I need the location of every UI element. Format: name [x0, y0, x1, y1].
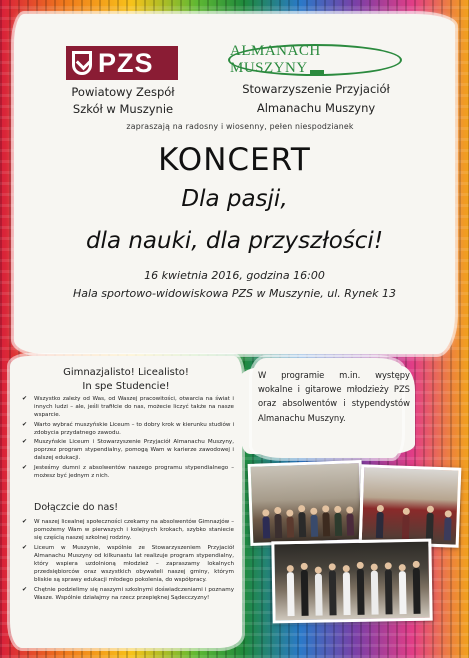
almanach-logo-text: ALMANACH MUSZYNY: [230, 43, 321, 76]
students-heading-line1: Gimnazjalisto! Licealisto!: [63, 367, 189, 378]
photo-figure: [322, 512, 330, 536]
students-bullet-list: [22, 395, 234, 481]
list-item: ✔ Liceum w Muszynie, wspólnie ze Stowarzyszeniem Przyjaciół Almanachu Muszyny od kilkunastu lat realizuje program stypendialny, który wspiera uzdolnioną młodzież – zapraszamy lokalnych przedsiębiorców oraz wszystkich obywateli naszej gminy, którym bliskie są sprawy edukacji młodego pokolenia, do współpracy.: [22, 543, 234, 584]
photo-figure: [343, 572, 351, 615]
event-venue: Hala sportowo-widowiskowa PZS w Muszynie, ul. Rynek 13: [72, 287, 397, 300]
list-item: ✔ Warto wybrać muszyńskie Liceum – to dobry krok w kierunku studiów i zdobycia przydatnego zawodu.: [22, 420, 234, 436]
check-icon: ✔: [22, 518, 28, 525]
organizer-pzs-line1: Powiatowy Zespół: [71, 85, 175, 99]
photo-figure: [287, 572, 295, 616]
list-item: ✔ Chętnie podzielimy się naszymi szkolnymi doświadczeniami i poznamy Wasze. Wspólnie działajmy na rzecz przepięknej Sądecczyzny!: [22, 585, 234, 601]
pzs-logo-text: PZS: [98, 47, 154, 78]
photo-figure: [334, 513, 342, 536]
check-icon: ✔: [22, 395, 28, 402]
pzs-shield-icon: [72, 51, 92, 75]
photo-figure: [274, 514, 282, 538]
photo-figure: [310, 515, 318, 537]
pzs-logo: [66, 46, 178, 80]
organizer-pzs: [54, 84, 192, 118]
check-icon: ✔: [22, 420, 28, 428]
almanach-badge-icon: [310, 70, 324, 76]
photo-figure: [376, 512, 384, 538]
photo-figure: [315, 574, 323, 616]
photo-figure: [426, 513, 434, 540]
organizer-almanach: [214, 80, 418, 118]
photo-figure: [385, 569, 393, 614]
check-icon: ✔: [22, 438, 28, 446]
photo-figure: [346, 513, 354, 535]
list-item: ✔ W naszej licealnej społeczności czekamy na absolwentów Gimnazjów – pomożemy Wam w pierwszych i kolejnych krokach, szybko staniecie się częścią naszej szkolnej rodziny.: [22, 518, 234, 542]
photo-flags-room: [359, 464, 462, 547]
check-icon: ✔: [22, 463, 28, 471]
students-heading: [26, 366, 226, 394]
photo-figure: [399, 571, 407, 614]
photo-figure: [286, 516, 294, 537]
organizer-almanach-line2: Almanachu Muszyny: [256, 101, 376, 115]
check-icon: ✔: [22, 585, 28, 593]
join-bullet-list: [22, 518, 234, 603]
check-icon: ✔: [22, 543, 28, 551]
slogan-line2: dla nauki, dla przyszłości!: [85, 228, 384, 254]
photo-figure: [413, 568, 421, 614]
photo-figure: [262, 516, 270, 538]
photo-figure: [357, 569, 365, 615]
join-heading: Dołączcie do nas!: [34, 502, 119, 513]
students-heading-line2: In spe Studencie!: [82, 381, 170, 392]
event-date: 16 kwietnia 2016, godzina 16:00: [144, 269, 325, 282]
photo-figure: [444, 517, 452, 540]
slogan-line1: Dla pasji,: [181, 186, 288, 212]
event-title: KONCERT: [158, 142, 311, 178]
photo-figure: [402, 515, 410, 539]
list-item: ✔ Muszyńskie Liceum i Stowarzyszenie Przyjaciół Almanachu Muszyny, poprzez program stypendialny, pomogą Wam w karierze zawodowej i dalszej edukacji.: [22, 438, 234, 462]
organizer-almanach-line1: Stowarzyszenie Przyjaciół: [242, 82, 390, 96]
photo-school-hall: [248, 460, 365, 546]
photo-figure: [371, 571, 379, 615]
photo-figure: [329, 570, 337, 615]
invitation-text: zapraszają na radosny i wiosenny, pełen niespodzianek: [126, 122, 354, 131]
photo-student-group: [271, 539, 432, 624]
program-text: W programie m.in. występy wokalne i gitarowe młodzieży PZS oraz absolwentów i stypendystów Almanachu Muszyny.: [258, 370, 410, 423]
organizer-pzs-line2: Szkół w Muszynie: [72, 102, 174, 116]
list-item: ✔ Jesteśmy dumni z absolwentów naszego programu stypendialnego – możesz być jednym z nich.: [22, 463, 234, 479]
photo-figure: [301, 570, 309, 616]
photo-figure: [298, 512, 306, 537]
list-item: ✔ Wszystko zależy od Was, od Waszej pracowitości, otwarcia na świat i innych ludzi – ale, jeśli trafiłcie do nas, możecie liczyć także na nasze wsparcie.: [22, 395, 234, 419]
